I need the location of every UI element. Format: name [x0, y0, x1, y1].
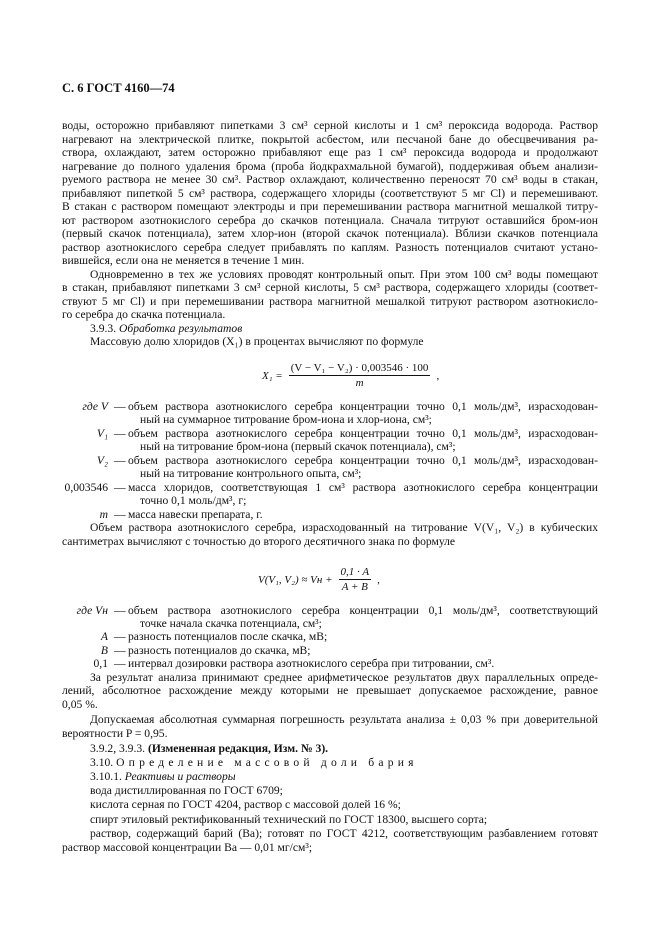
definition-text-cont: ный на титрование бром-иона (первый скачок потенциала), см³; — [140, 440, 456, 453]
text-line: вероятности P = 0,95. — [62, 726, 168, 740]
definition-text: разность потенциалов после скачка, мВ; — [128, 630, 328, 643]
reagent-item: спирт этиловый ректификованный технический по ГОСТ 18300, высшего сорта; — [90, 812, 488, 826]
text-line: 0,05 %. — [62, 697, 98, 711]
text-line: створа, охлаждают, затем осторожно прибавляют еще раз 1 см³ пероксида водорода и продолжают — [62, 146, 598, 159]
amendment-note — [90, 742, 598, 755]
formula-denominator: m — [355, 377, 364, 389]
text-line: прибавляют пипеткой 5 см³ раствора, содержащего хлориды (соответствуют 5 мг Cl) и перемешивают. — [62, 186, 598, 200]
definition-dash: — — [114, 604, 126, 617]
text-line: ют раствором азотнокислого серебра до скачков потенциала. Сначала титруют оставшийся бром-ион — [62, 213, 598, 227]
section-heading-3-10-1 — [90, 770, 598, 783]
definition-symbol: V₂ — [96, 454, 108, 467]
definition-text: объем раствора азотнокислого серебра концентрации точно 0,1 моль/дм³, израсходован- — [128, 454, 598, 467]
reagent-item: вода дистиллированная по ГОСТ 6709; — [90, 784, 283, 797]
definition-text: масса навески препарата, г. — [128, 508, 263, 521]
amendment-text: (Измененная редакция, Изм. № 3). — [147, 742, 329, 755]
text-line: воды, осторожно прибавляют пипетками 3 см³ серной кислоты и 1 см³ пероксида водорода. Раствор — [62, 119, 598, 132]
formula-fraction — [289, 362, 431, 389]
text-line: нагревают на электрической плитке, покрытой асбестом, или песчаной бане до обесцвечивания ра- — [62, 132, 598, 146]
definition-symbol: V₁ — [96, 427, 108, 440]
formula-fraction — [339, 566, 372, 593]
definition-dash: — — [114, 508, 126, 521]
reagent-item: раствор, содержащий барий (Ва); готовят по ГОСТ 4212, соответствующим разбавлением готовят — [90, 827, 598, 840]
text-line: Объем раствора азотнокислого серебра, израсходованный на титрование V(V₁, V₂) в кубических — [90, 521, 598, 534]
definition-text-cont: ный на суммарное титрование бром-иона и хлор-иона, см³; — [140, 413, 432, 426]
definition-dash: — — [114, 400, 126, 413]
text-line: ствуют 5 мг Cl) и при перемешивании раствора магнитной мешалкой титруют раствором азотнокисло- — [62, 294, 598, 308]
formula-numerator: (V − V₁ − V₂) · 0,003546 · 100 — [290, 362, 429, 374]
formula-lhs: V(V₁, V₂) ≈ Vн + — [258, 573, 333, 586]
definition-symbol: 0,1 — [93, 657, 108, 670]
section-title: Обработка результатов — [119, 321, 243, 335]
text-line: нагревание до полного удаления брома (проба йодкрахмальной бумагой), поддерживая объем анализи- — [62, 159, 598, 173]
definition-symbol: m — [99, 508, 108, 521]
reagent-item: кислота серная по ГОСТ 4204, раствор с массовой долей 16 %; — [90, 798, 401, 811]
text-line: го серебра до скачка потенциала. — [62, 308, 226, 321]
definition-dash: — — [114, 630, 126, 643]
definition-text-cont: точно 0,1 моль/дм³, г; — [140, 494, 247, 507]
definition-dash: — — [114, 657, 126, 670]
text-line: За результат анализа принимают среднее арифметическое результатов двух параллельных опреде- — [90, 670, 598, 684]
formula-volume — [258, 566, 380, 593]
text-line: Массовую долю хлоридов (X₁) в процентах вычисляют по формуле — [90, 335, 424, 348]
formula-numerator: 0,1 · A — [340, 566, 370, 578]
text-line: лений, абсолютное расхождение между которыми не превышает допускаемое расхождение, равное — [62, 684, 598, 697]
page-header: С. 6 ГОСТ 4160—74 — [62, 81, 175, 95]
definition-text: объем раствора азотнокислого серебра концентрации точно 0,1 моль/дм³, израсходован- — [128, 400, 598, 413]
definition-text: интервал дозировки раствора азотнокислого серебра при титровании, см³. — [128, 657, 495, 670]
definition-text: разность потенциалов до скачка, мВ; — [128, 643, 311, 657]
text-line: вившейся, если она не меняется в течение 1 мин. — [62, 254, 305, 267]
definition-symbol: B — [100, 643, 108, 657]
definition-dash: — — [114, 427, 126, 440]
definition-dash: — — [114, 454, 126, 467]
text-line: Одновременно в тех же условиях проводят контрольный опыт. При этом 100 см³ воды помещают — [90, 267, 598, 281]
definition-symbol: где Vн — [76, 604, 108, 617]
definition-text: объем раствора азотнокислого серебра концентрации 0,1 моль/дм³, соответствующий — [128, 604, 598, 617]
formula-lhs: X₁ = — [262, 369, 283, 382]
formula-chlorides — [262, 362, 439, 389]
formula-tail: , — [436, 369, 440, 382]
reagent-item-cont: раствор массовой концентрации Ва — 0,01 мг/см³; — [62, 840, 313, 854]
section-number: 3.10.1. — [90, 770, 122, 783]
definition-text: объем раствора азотнокислого серебра концентрации точно 0,1 моль/дм³, израсходован- — [128, 427, 598, 440]
formula-denominator: A + B — [341, 581, 368, 593]
definition-symbol: 0,003546 — [64, 481, 108, 494]
text-line: руемого раствора не менее 30 см³. Раствор охлаждают, количественно переносят 70 см³ воды в стакан, — [62, 173, 598, 186]
definition-symbol: где V — [82, 400, 108, 413]
definition-text-cont: точке начала скачка потенциала, см³; — [140, 617, 322, 630]
text-line: в стакан, прибавляют пипетками 3 см³ серной кислоты, 5 см³ раствора, содержащего хлориды (соответ- — [62, 281, 598, 294]
section-heading-3-10 — [90, 756, 598, 769]
section-title: Реактивы и растворы — [124, 770, 236, 783]
formula-tail: , — [377, 573, 380, 586]
text-line: (первый скачок потенциала), затем хлор-ион (второй скачок потенциала). Вблизи скачков потенциала — [62, 227, 598, 240]
text-line: В стакан с раствором помещают электроды и при перемешивании раствора магнитной мешалкой титру- — [62, 200, 598, 213]
text-line: Допускаемая абсолютная суммарная погрешность результата анализа ± 0,03 % при доверительной — [90, 713, 598, 726]
section-number: 3.9.3. — [90, 321, 117, 335]
definition-text-cont: ный на титрование контрольного опыта, см³; — [140, 467, 362, 480]
section-number: 3.10. — [90, 756, 114, 769]
text-line: сантиметрах вычисляют с точностью до второго десятичного знака по формуле — [62, 534, 456, 548]
definition-symbol: A — [100, 630, 108, 643]
definition-dash: — — [114, 643, 126, 657]
section-title: Определение массовой доли бария — [116, 756, 418, 769]
amendment-sections: 3.9.2, 3.9.3. — [90, 742, 146, 755]
definition-text: масса хлоридов, соответствующая 1 см³ раствора азотнокислого серебра концентрации — [128, 481, 598, 494]
definition-dash: — — [114, 481, 126, 494]
text-line: раствор азотнокислого серебра следует прибавлять по каплям. Разность потенциалов считают устано- — [62, 240, 598, 254]
section-heading-3-9-3 — [90, 322, 598, 335]
